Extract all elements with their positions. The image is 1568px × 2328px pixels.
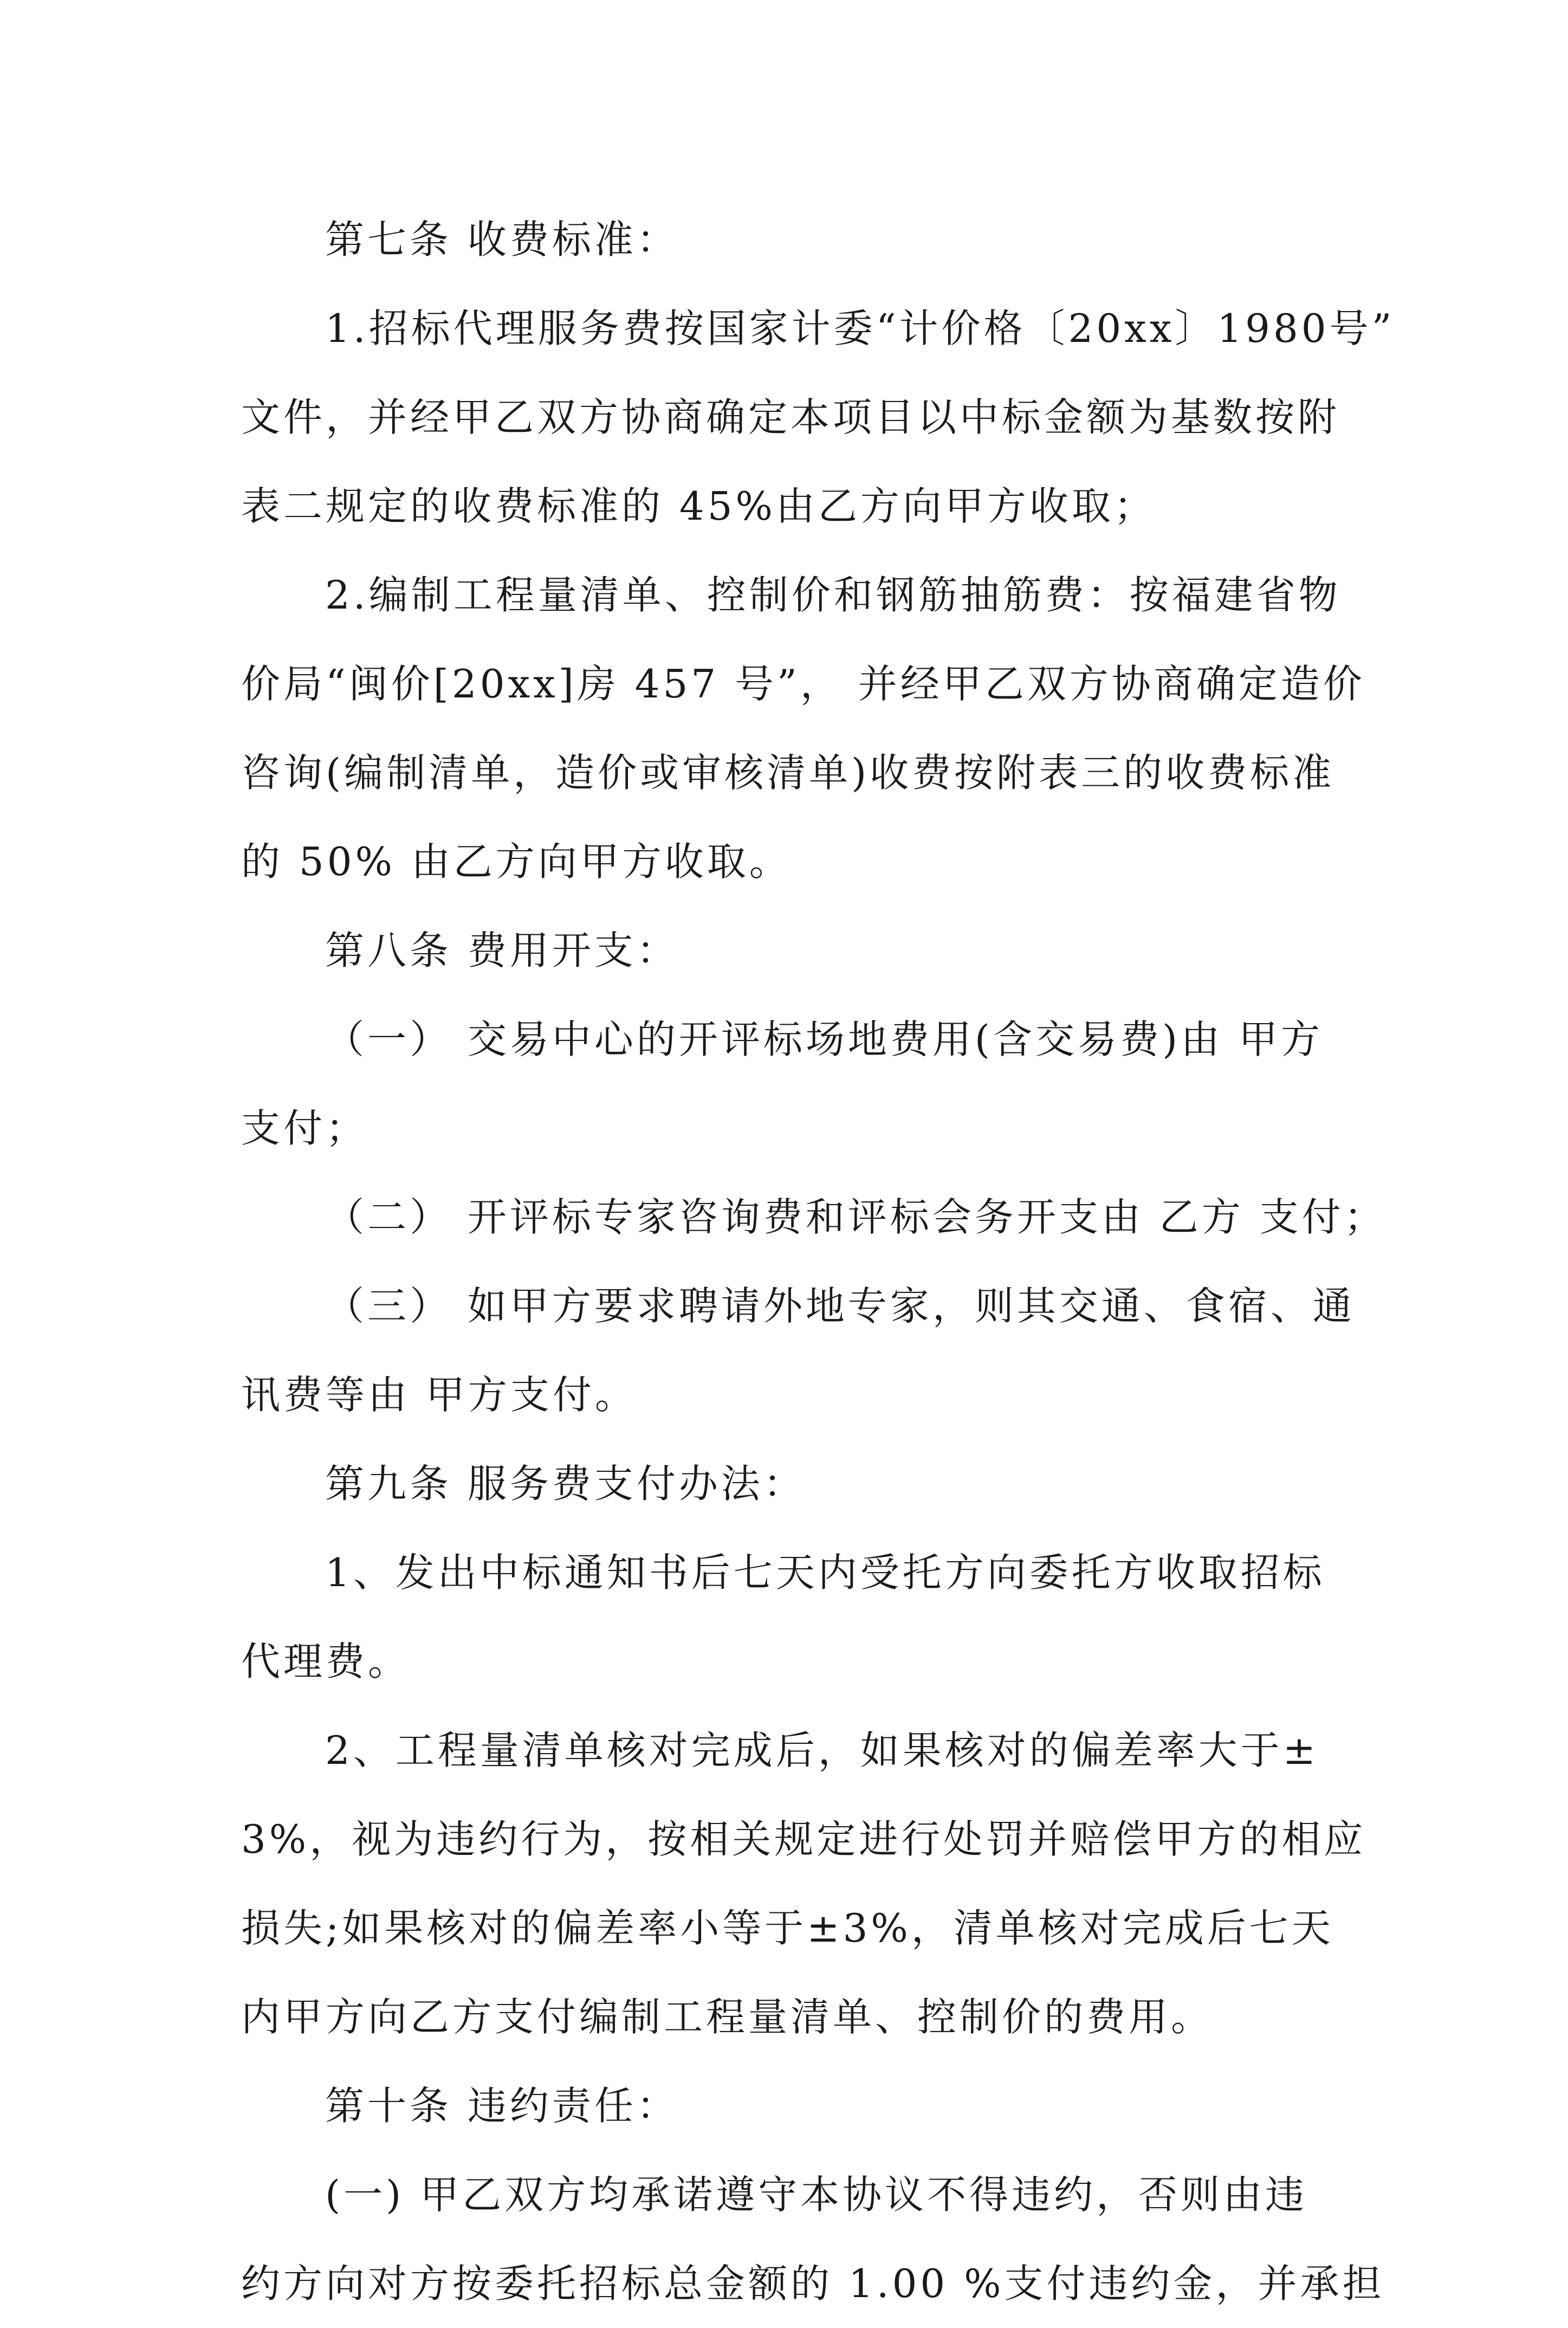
- paragraph-line: 2.编制工程量清单、控制价和钢筋抽筋费：按福建省物: [325, 572, 1341, 618]
- article-10-heading: 第十条 违约责任：: [325, 2083, 679, 2129]
- article-7-heading: 第七条 收费标准：: [325, 217, 679, 262]
- paragraph-line: 文件，并经甲乙双方协商确定本项目以中标金额为基数按附: [241, 395, 1340, 440]
- paragraph-line: 1.招标代理服务费按国家计委“计价格〔20xx〕1980号”: [325, 306, 1395, 351]
- paragraph-line: 损失;如果核对的偏差率小等于±3%，清单核对完成后七天: [241, 1905, 1334, 1951]
- paragraph-line: 1、发出中标通知书后七天内受托方向委托方收取招标: [325, 1550, 1325, 1595]
- paragraph-line: 价局“闽价[20xx]房 457 号”， 并经甲乙双方协商确定造价: [241, 661, 1365, 707]
- paragraph-line: 表二规定的收费标准的 45%由乙方向甲方收取；: [241, 483, 1156, 529]
- article-9-heading: 第九条 服务费支付办法：: [325, 1461, 806, 1506]
- article-8-heading: 第八条 费用开支：: [325, 928, 679, 973]
- paragraph-line: (一) 甲乙双方均承诺遵守本协议不得违约，否则由违: [325, 2172, 1308, 2217]
- paragraph-line: 支付；: [241, 1105, 368, 1151]
- paragraph-line: 约方向对方按委托招标总金额的 1.00 %支付违约金，并承担: [241, 2261, 1385, 2306]
- paragraph-line: 2、工程量清单核对完成后，如果核对的偏差率大于±: [325, 1728, 1319, 1773]
- paragraph-line: 讯费等由 甲方支付。: [241, 1372, 637, 1418]
- paragraph-line: 代理费。: [241, 1639, 411, 1684]
- paragraph-line: （一） 交易中心的开评标场地费用(含交易费)由 甲方: [325, 1017, 1323, 1062]
- paragraph-line: 内甲方向乙方支付编制工程量清单、控制价的费用。: [241, 1994, 1214, 2040]
- paragraph-line: （二） 开评标专家咨询费和评标会务开支由 乙方 支付；: [325, 1194, 1386, 1240]
- paragraph-line: 咨询(编制清单，造价或审核清单)收费按附表三的收费标准: [241, 750, 1335, 796]
- document-body: [241, 195, 1395, 2328]
- paragraph-line: （三） 如甲方要求聘请外地专家，则其交通、食宿、通: [325, 1283, 1355, 1329]
- paragraph-line: 的 50% 由乙方向甲方收取。: [241, 839, 792, 884]
- paragraph-line: 3%，视为违约行为，按相关规定进行处罚并赔偿甲方的相应: [241, 1816, 1366, 1862]
